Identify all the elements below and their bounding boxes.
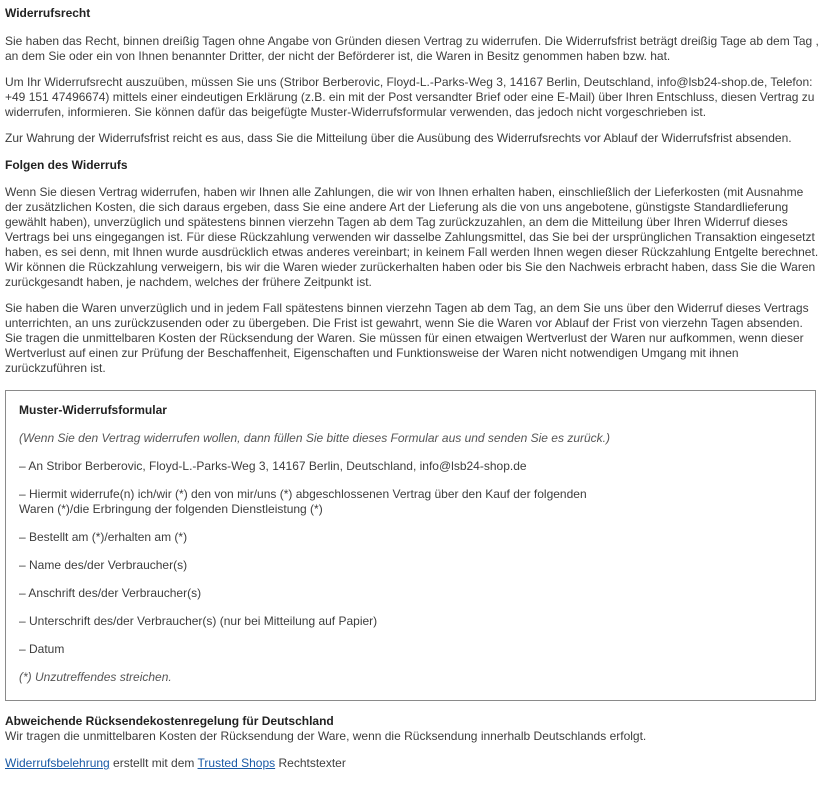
shipping-rule-text: Wir tragen die unmittelbaren Kosten der Rücksendung der Ware, wenn die Rücksendung innerhalb Deutschlands erfolgt.	[5, 729, 647, 743]
form-declaration-line1: – Hiermit widerrufe(n) ich/wir (*) den von mir/uns (*) abgeschlossenen Vertrag über den Kauf der folgenden	[19, 487, 587, 501]
widerrufsbelehrung-link[interactable]: Widerrufsbelehrung	[5, 756, 110, 770]
heading-folgen: Folgen des Widerrufs	[5, 158, 128, 172]
footer-middle-text: erstellt mit dem	[109, 756, 198, 770]
form-intro: (Wenn Sie den Vertrag widerrufen wollen, dann füllen Sie bitte dieses Formular aus und senden Sie es zurück.)	[19, 431, 610, 445]
form-declaration	[19, 487, 802, 517]
form-declaration-line2: Waren (*)/die Erbringung der folgenden Dienstleistung (*)	[19, 502, 323, 516]
form-signature: – Unterschrift des/der Verbraucher(s) (nur bei Mitteilung auf Papier)	[19, 614, 378, 628]
paragraph-refund: Wenn Sie diesen Vertrag widerrufen, haben wir Ihnen alle Zahlungen, die wir von Ihnen erhalten haben, einschließlich der Lieferkosten (mit Ausnahme der zusätzlichen Kosten, die sich daraus ergeben, dass Sie eine andere Art der Lieferung als die von uns angebotene, günstigste Standardlieferung gewählt haben), unverzüglich und spätestens binnen vierzehn Tagen ab dem Tag zurückzuzahlen, an dem die Mitteilung über Ihren Widerruf dieses Vertrags bei uns eingegangen ist. Für diese Rückzahlung verwenden wir dasselbe Zahlungsmittel, das Sie bei der ursprünglichen Transaktion eingesetzt haben, es sei denn, mit Ihnen wurde ausdrücklich etwas anderes vereinbart; in keinem Fall werden Ihnen wegen dieser Rückzahlung Entgelte berechnet. Wir können die Rückzahlung verweigern, bis wir die Waren wieder zurückerhalten haben oder bis Sie den Nachweis erbracht haben, dass Sie die Waren zurückgesandt haben, je nachdem, welches der frühere Zeitpunkt ist.	[5, 185, 819, 289]
form-date: – Datum	[19, 642, 65, 656]
form-address: – An Stribor Berberovic, Floyd-L.-Parks-Weg 3, 14167 Berlin, Deutschland, info@lsb24-shop.de	[19, 459, 527, 473]
form-note: (*) Unzutreffendes streichen.	[19, 670, 172, 684]
paragraph-how-to-withdraw: Um Ihr Widerrufsrecht auszuüben, müssen Sie uns (Stribor Berberovic, Floyd-L.-Parks-Weg 3, 14167 Berlin, Deutschland, info@lsb24-shop.de, Telefon: +49 151 47496674) mittels einer eindeutigen Erklärung (z.B. ein mit der Post versandter Brief oder eine E-Mail) über Ihren Entschluss, diesen Vertrag zu widerrufen, informieren. Sie können dafür das beigefügte Muster-Widerrufsformular verwenden, das jedoch nicht vorgeschrieben ist.	[5, 75, 815, 119]
footer-end-text: Rechtstexter	[275, 756, 346, 770]
form-ordered: – Bestellt am (*)/erhalten am (*)	[19, 530, 188, 544]
paragraph-right-of-withdrawal: Sie haben das Recht, binnen dreißig Tagen ohne Angabe von Gründen diesen Vertrag zu widerrufen. Die Widerrufsfrist beträgt dreißig Tage ab dem Tag , an dem Sie oder ein von Ihnen benannter Dritter, der nicht der Beförderer ist, die Waren in Besitz genommen haben bzw. hat.	[5, 34, 819, 63]
shipping-rule-heading: Abweichende Rücksendekostenregelung für Deutschland	[5, 714, 334, 728]
form-name: – Name des/der Verbraucher(s)	[19, 558, 188, 572]
heading-widerrufsrecht: Widerrufsrecht	[5, 6, 91, 20]
footer-credit	[5, 756, 819, 771]
form-consumer-address: – Anschrift des/der Verbraucher(s)	[19, 586, 202, 600]
paragraph-return-goods: Sie haben die Waren unverzüglich und in jedem Fall spätestens binnen vierzehn Tagen ab dem Tag, an dem Sie uns über den Widerruf dieses Vertrags unterrichten, an uns zurückzusenden oder zu übergeben. Die Frist ist gewahrt, wenn Sie die Waren vor Ablauf der Frist von vierzehn Tagen absenden. Sie tragen die unmittelbaren Kosten der Rücksendung der Waren. Sie müssen für einen etwaigen Wertverlust der Waren nur aufkommen, wenn dieser Wertverlust auf einen zur Prüfung der Beschaffenheit, Eigenschaften und Funktionsweise der Waren nicht notwendigen Umgang mit ihnen zurückzuführen ist.	[5, 301, 809, 375]
trusted-shops-link[interactable]: Trusted Shops	[197, 756, 276, 770]
sample-withdrawal-form	[5, 390, 816, 701]
paragraph-deadline: Zur Wahrung der Widerrufsfrist reicht es aus, dass Sie die Mitteilung über die Ausübung des Widerrufsrechts vor Ablauf der Widerrufsfrist absenden.	[5, 131, 792, 145]
form-title: Muster-Widerrufsformular	[19, 403, 167, 417]
